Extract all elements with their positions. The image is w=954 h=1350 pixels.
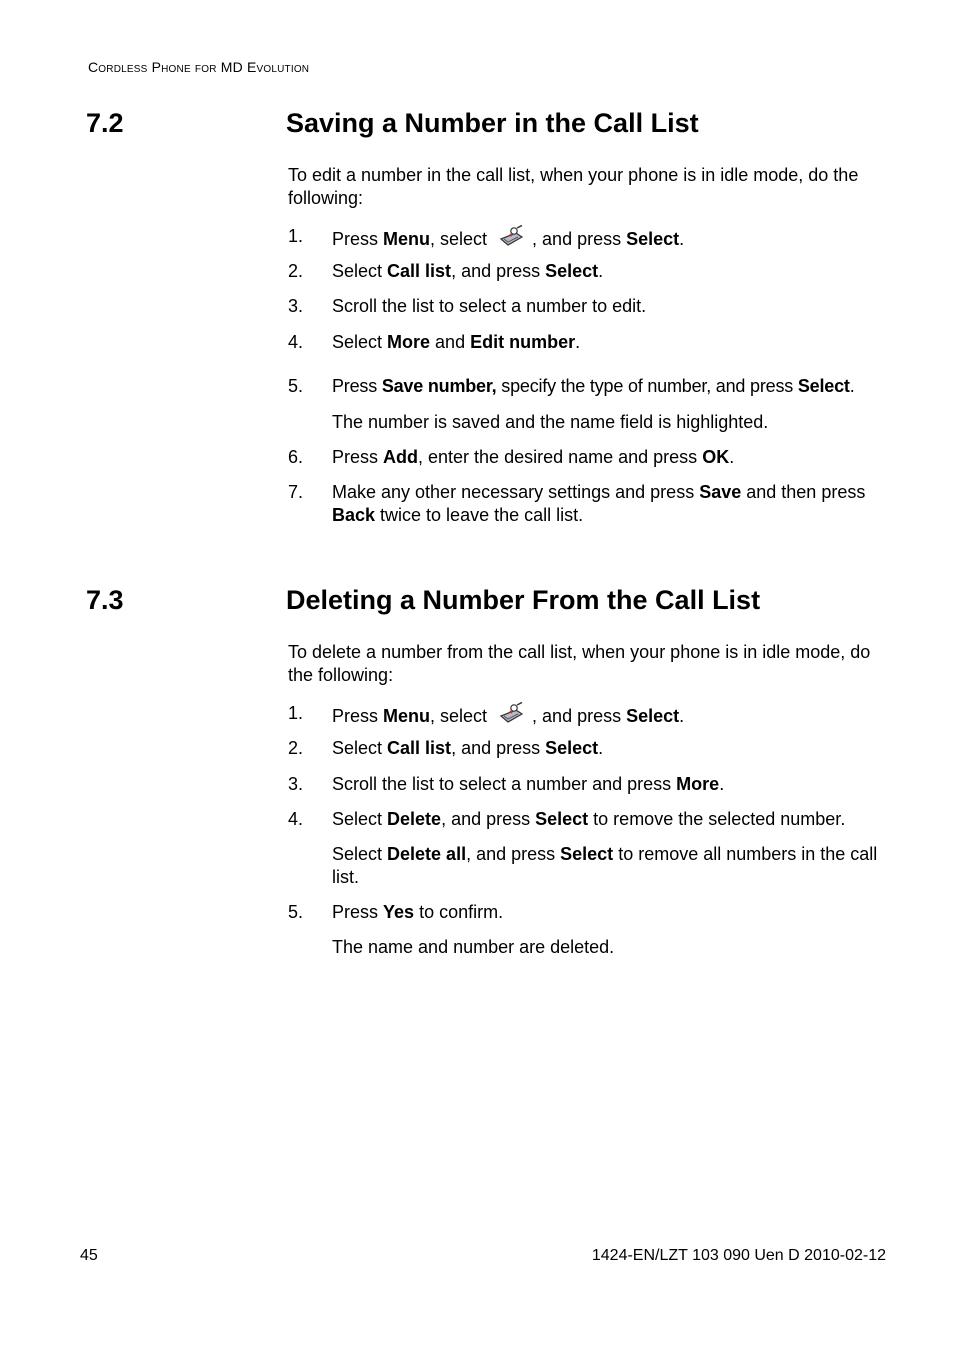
step-number: 5. xyxy=(288,902,304,922)
step-number: 1. xyxy=(288,703,304,723)
step-text: Press Yes to confirm. xyxy=(332,902,504,922)
step-text: Select Call list, and press Select. xyxy=(332,261,604,281)
step-number: 3. xyxy=(288,296,304,316)
page-number: 45 xyxy=(80,1247,98,1264)
step-text: Make any other necessary settings and press Save and then press Back twice to leave the call list. xyxy=(332,482,866,525)
step-number: 4. xyxy=(288,809,304,829)
running-head: Cordless Phone for MD Evolution xyxy=(88,59,310,75)
step-text: Press Save number, specify the type of number, and press Select. xyxy=(332,376,855,396)
document-id: 1424-EN/LZT 103 090 Uen D 2010-02-12 xyxy=(591,1247,886,1264)
settings-menu-icon xyxy=(498,702,526,728)
step-text: Press Menu, select , and press Select. xyxy=(332,225,902,251)
section-intro: To edit a number in the call list, when your phone is in idle mode, do the following: xyxy=(288,165,859,208)
step-text: Select Call list, and press Select. xyxy=(332,738,604,758)
step-note: The name and number are deleted. xyxy=(332,937,615,957)
step-text: Scroll the list to select a number to edit. xyxy=(332,296,647,316)
step-number: 3. xyxy=(288,774,304,794)
step-number: 2. xyxy=(288,738,304,758)
step-number: 5. xyxy=(288,376,304,396)
step-text: Press Add, enter the desired name and press OK. xyxy=(332,447,735,467)
step-text: Press Menu, select , and press Select. xyxy=(332,702,902,728)
step-text: Scroll the list to select a number and press More. xyxy=(332,774,725,794)
section-title: Deleting a Number From the Call List xyxy=(286,585,761,615)
step-text: Select More and Edit number. xyxy=(332,332,581,352)
step-note: Select Delete all, and press Select to remove all numbers in the call list. xyxy=(332,844,878,887)
section-intro: To delete a number from the call list, when your phone is in idle mode, do the following: xyxy=(288,642,871,685)
step-number: 4. xyxy=(288,332,304,352)
section-number: 7.3 xyxy=(86,585,124,615)
section-number: 7.2 xyxy=(86,108,124,138)
step-number: 7. xyxy=(288,482,304,502)
step-number: 1. xyxy=(288,226,304,246)
section-title: Saving a Number in the Call List xyxy=(286,108,699,138)
step-number: 2. xyxy=(288,261,304,281)
step-text: Select Delete, and press Select to remove the selected number. xyxy=(332,809,846,829)
settings-menu-icon xyxy=(498,225,526,251)
step-number: 6. xyxy=(288,447,304,467)
step-note: The number is saved and the name field is highlighted. xyxy=(332,412,769,432)
